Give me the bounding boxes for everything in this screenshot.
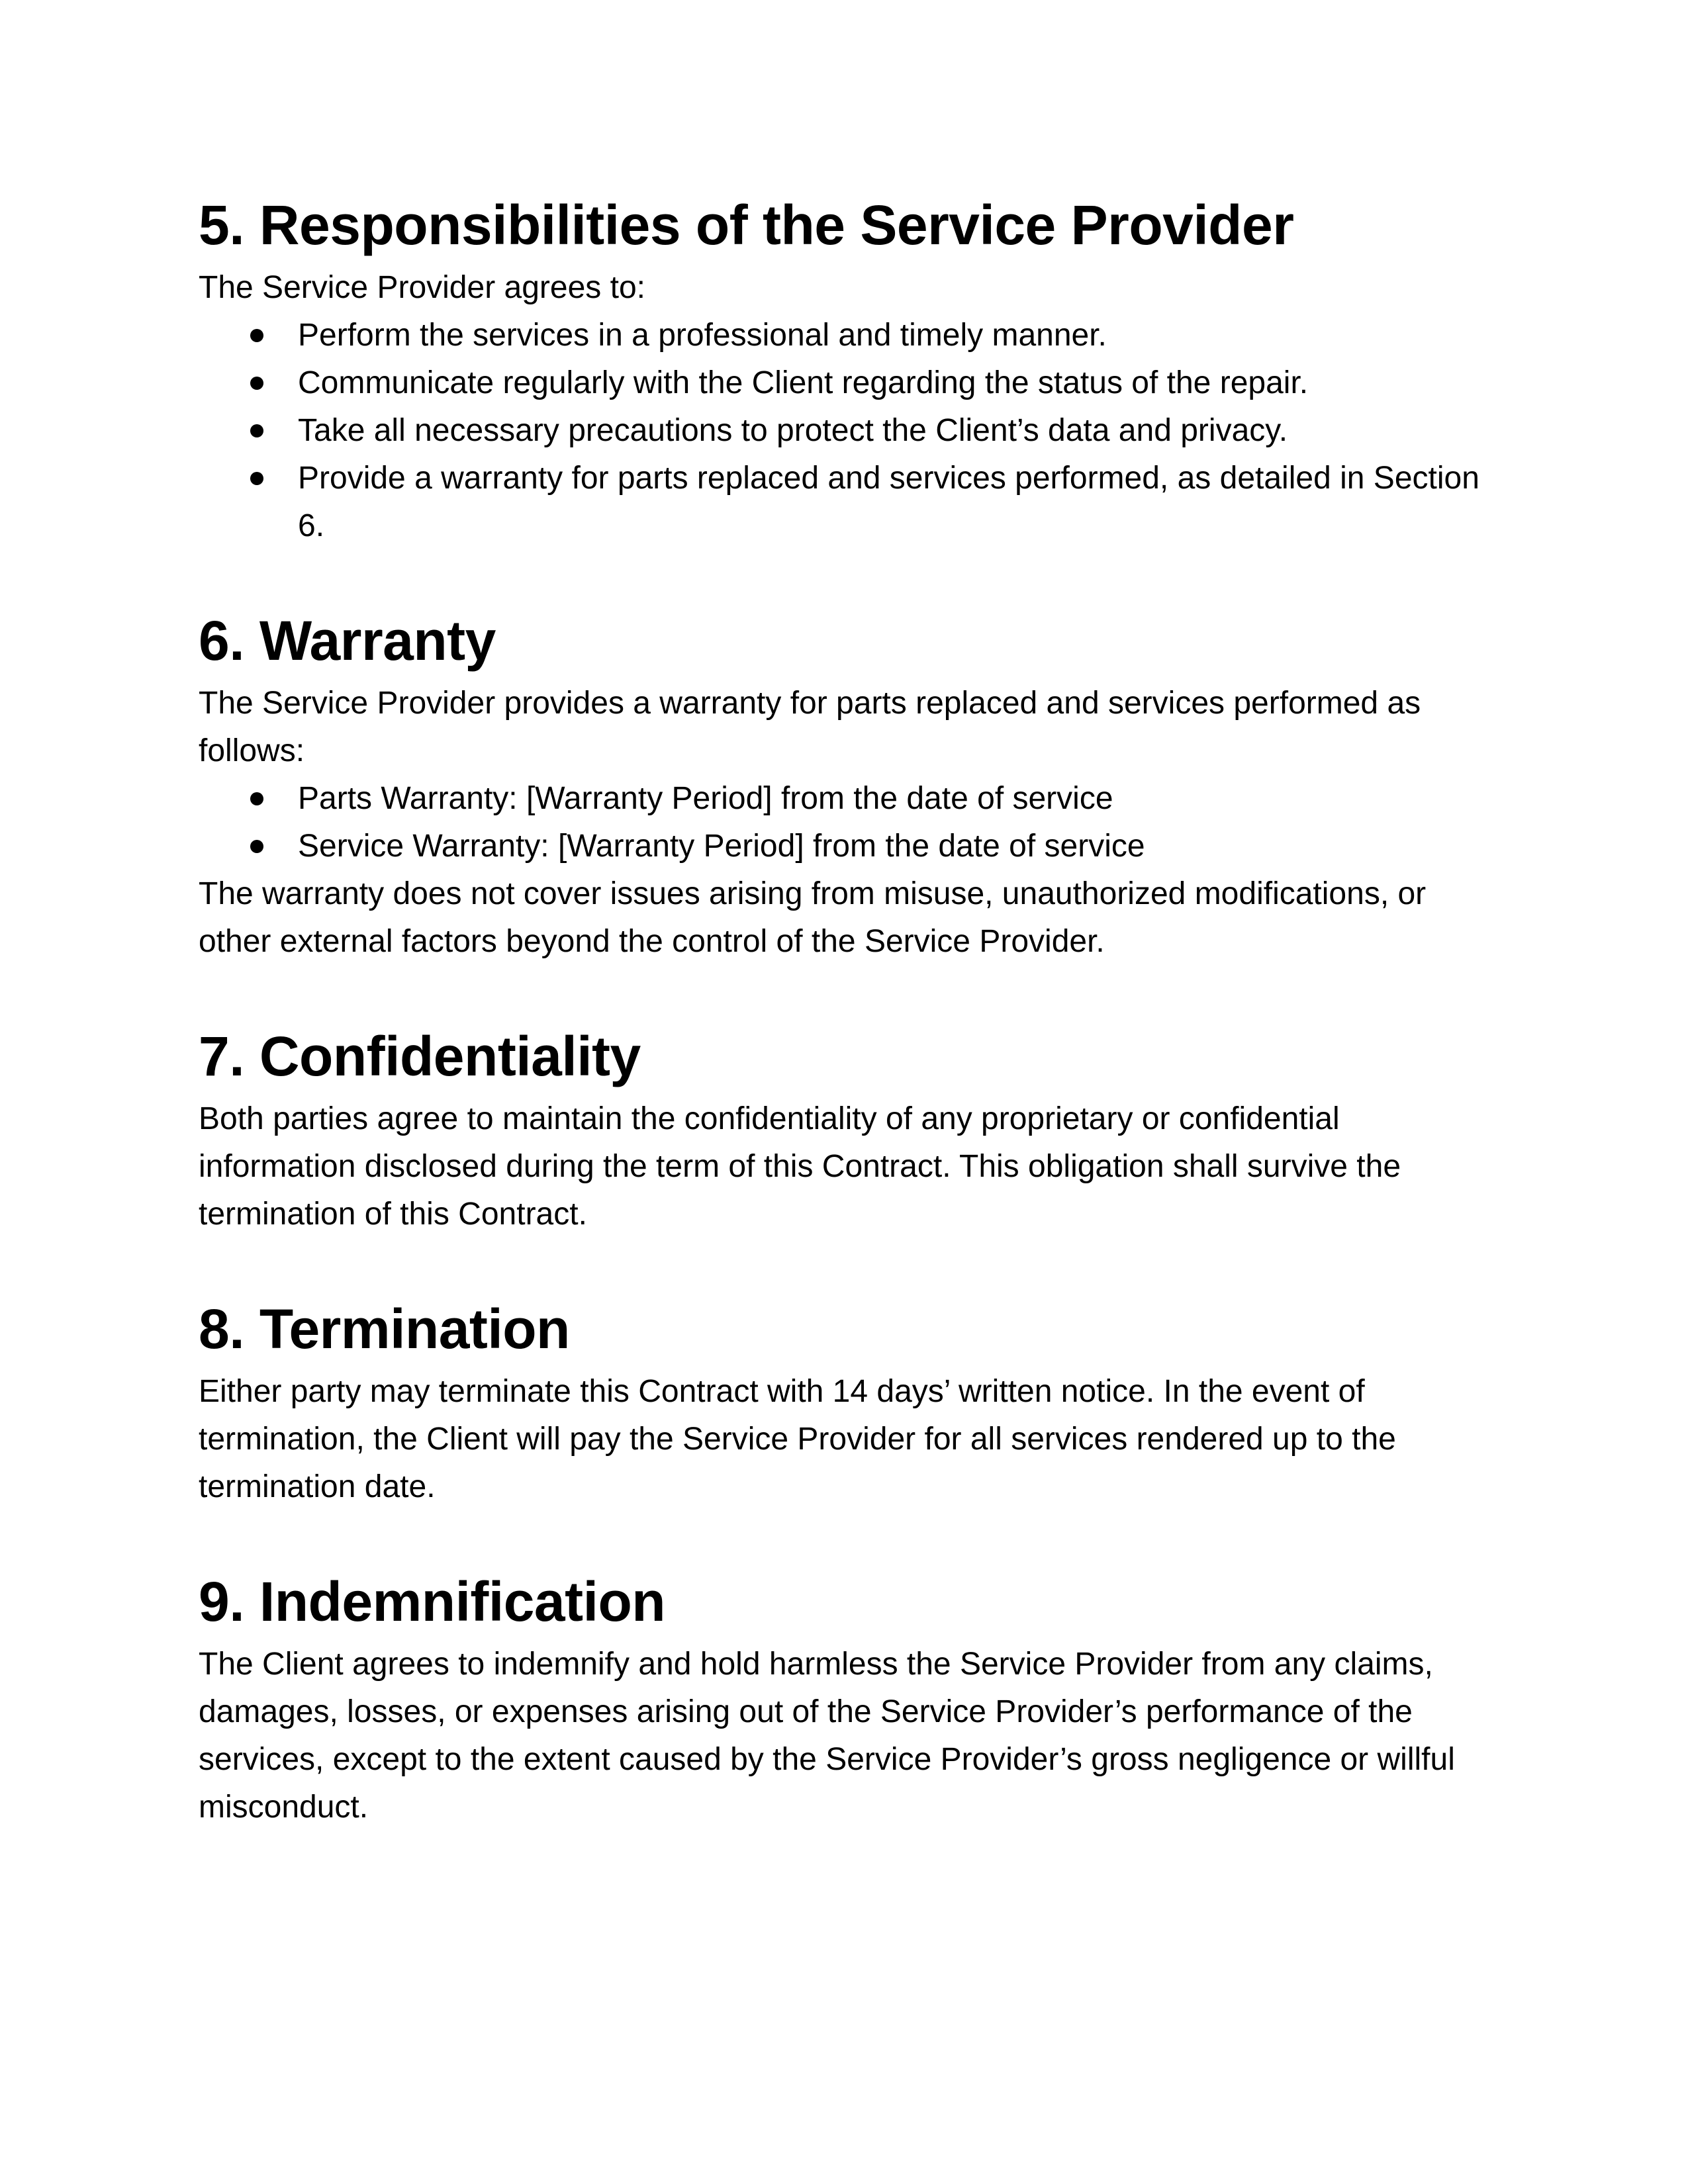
list-item <box>199 823 1489 870</box>
list-item <box>199 312 1489 359</box>
section-confidentiality <box>199 1020 1489 1238</box>
list-item-text: Provide a warranty for parts replaced and services performed, as detailed in Section 6. <box>298 461 1479 543</box>
list-item <box>199 407 1489 455</box>
section-intro: The Service Provider agrees to: <box>199 270 645 305</box>
document-content <box>199 189 1489 1886</box>
section-warranty <box>199 604 1489 966</box>
section-heading: 6. Warranty <box>199 610 496 672</box>
warranty-list <box>199 775 1489 870</box>
section-heading: 8. Termination <box>199 1298 570 1360</box>
bullet-icon <box>250 840 263 853</box>
list-item-text: Perform the services in a professional and timely manner. <box>298 318 1107 353</box>
responsibilities-list <box>199 312 1489 550</box>
list-item-text: Parts Warranty: [Warranty Period] from the date of service <box>298 781 1113 816</box>
section-body: Both parties agree to maintain the confidentiality of any proprietary or confidential information disclosed during the term of this Contract. This obligation shall survive the termination of this Contract. <box>199 1101 1401 1232</box>
bullet-icon <box>250 377 263 390</box>
section-termination <box>199 1293 1489 1511</box>
section-heading: 7. Confidentiality <box>199 1025 641 1087</box>
bullet-icon <box>250 792 263 805</box>
bullet-icon <box>250 472 263 485</box>
bullet-icon <box>250 424 263 437</box>
list-item <box>199 359 1489 407</box>
section-indemnification <box>199 1565 1489 1831</box>
section-heading: 5. Responsibilities of the Service Provider <box>199 194 1294 256</box>
bullet-icon <box>250 329 263 342</box>
section-intro: The Service Provider provides a warranty for parts replaced and services performed as follows: <box>199 686 1421 768</box>
list-item-text: Take all necessary precautions to protect the Client’s data and privacy. <box>298 413 1288 448</box>
section-responsibilities <box>199 189 1489 550</box>
list-item <box>199 775 1489 823</box>
section-heading: 9. Indemnification <box>199 1570 666 1633</box>
section-body: The Client agrees to indemnify and hold harmless the Service Provider from any claims, damages, losses, or expenses arising out of the Service Provider’s performance of the services, except to the extent caused by the Service Provider’s gross negligence or willful misconduct. <box>199 1647 1455 1825</box>
list-item-text: Communicate regularly with the Client regarding the status of the repair. <box>298 365 1309 400</box>
section-body: Either party may terminate this Contract with 14 days’ written notice. In the event of termination, the Client will pay the Service Provider for all services rendered up to the termination date. <box>199 1374 1396 1504</box>
section-outro: The warranty does not cover issues arising from misuse, unauthorized modifications, or other external factors beyond the control of the Service Provider. <box>199 876 1427 959</box>
list-item-text: Service Warranty: [Warranty Period] from the date of service <box>298 829 1145 864</box>
list-item <box>199 455 1489 550</box>
